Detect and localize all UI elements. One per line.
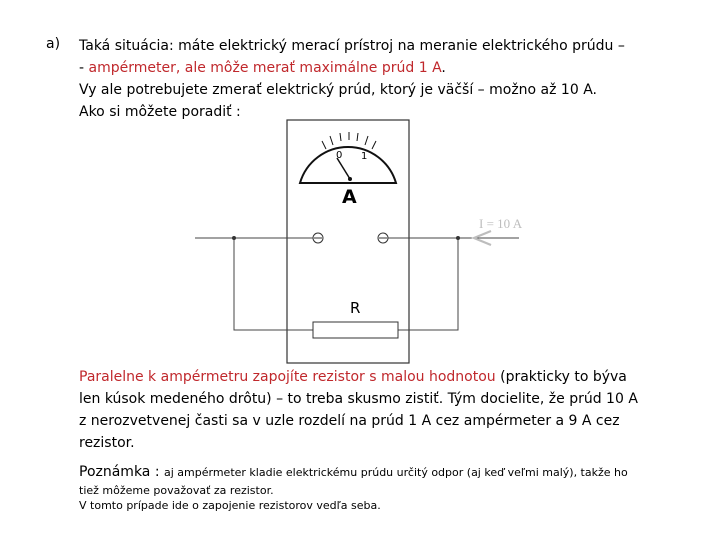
explanation-line-1 bbox=[79, 366, 627, 388]
explanation-line-4: rezistor. bbox=[79, 435, 135, 451]
node-left bbox=[232, 236, 236, 240]
note-line-3: V tomto prípade ide o zapojenie rezistorov vedľa seba. bbox=[79, 499, 381, 512]
note-line-2: tiež môžeme považovať za rezistor. bbox=[79, 484, 274, 497]
intro-line-2-prefix: - bbox=[79, 60, 89, 76]
intro-line-1: Taká situácia: máte elektrický merací prístroj na meranie elektrického prúdu – bbox=[79, 38, 625, 54]
explanation-line-1-rest: (prakticky to býva bbox=[495, 369, 627, 385]
explanation-line-2: len kúsok medeného drôtu) – to treba skusmo zistiť. Tým docielite, že prúd 10 A bbox=[79, 391, 638, 407]
meter-symbol: A bbox=[342, 186, 357, 208]
intro-line-3: Vy ale potrebujete zmerať elektrický prúd, ktorý je väčší – možno až 10 A. bbox=[79, 82, 597, 98]
note-text-1: aj ampérmeter kladie elektrickému prúdu určitý odpor (aj keď veľmi malý), takže ho bbox=[164, 466, 628, 479]
explanation-highlight: Paralelne k ampérmetru zapojíte rezistor s malou hodnotou bbox=[79, 369, 496, 385]
scale-label-one: 1 bbox=[361, 151, 368, 162]
meter-needle bbox=[337, 158, 350, 179]
item-label: a) bbox=[46, 36, 61, 52]
current-label: I = 10 A bbox=[479, 216, 523, 231]
intro-line-4: Ako si môžete poradiť : bbox=[79, 104, 241, 120]
scale-label-zero: 0 bbox=[336, 150, 343, 161]
note-line-1 bbox=[79, 461, 628, 480]
resistor-label: R bbox=[350, 299, 361, 317]
needle-pivot bbox=[348, 177, 352, 181]
intro-line-2-highlight: ampérmeter, ale môže merať maximálne prúd 1 A bbox=[88, 60, 442, 76]
resistor bbox=[313, 322, 398, 338]
meter-dial bbox=[300, 147, 396, 183]
node-right bbox=[456, 236, 460, 240]
intro-line-2-suffix: . bbox=[441, 60, 446, 76]
explanation-line-3: z nerozvetvenej časti sa v uzle rozdelí na prúd 1 A cez ampérmeter a 9 A cez bbox=[79, 413, 620, 429]
note-lead: Poznámka : bbox=[79, 464, 165, 480]
